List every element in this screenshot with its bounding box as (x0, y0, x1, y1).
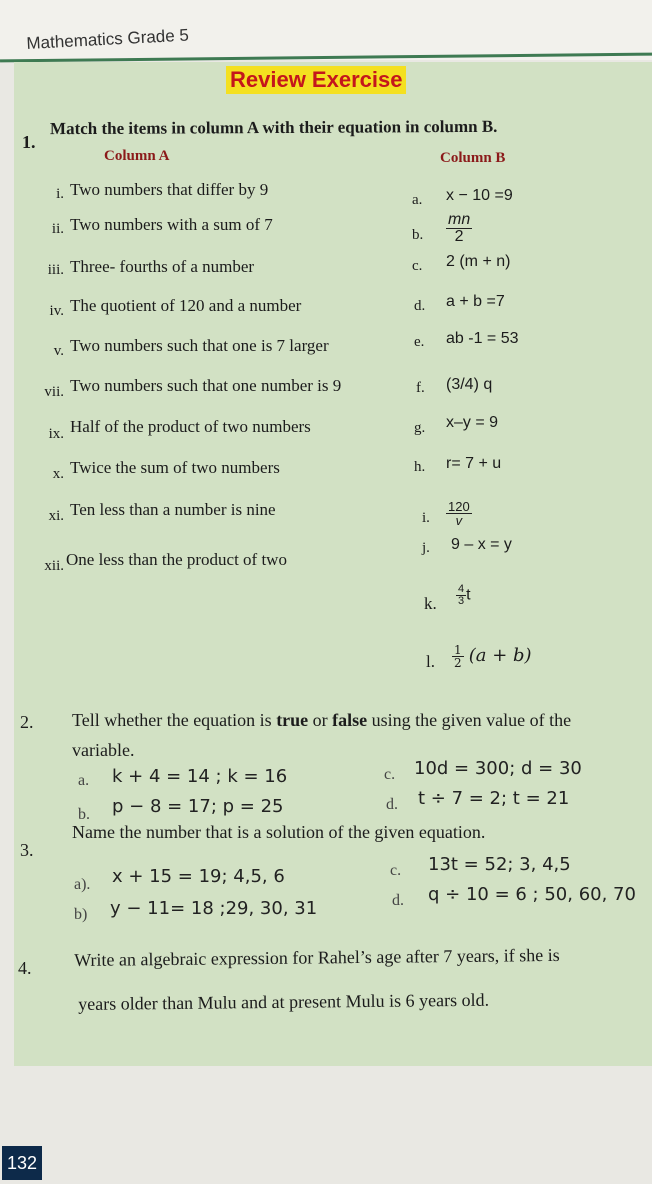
fraction-numerator: 4 (458, 583, 465, 595)
col-a-item: Two numbers with a sum of 7 (70, 215, 273, 234)
page-number: 132 (2, 1146, 42, 1180)
q4-prompt-line1: Write an algebraic expression for Rahel’s age after 7 years, if she is (74, 944, 560, 970)
col-b-letter: d. (414, 298, 426, 314)
col-a-num: x. (52, 466, 64, 482)
col-b-letter: c. (412, 258, 423, 274)
q1-prompt: Match the items in column A with their equation in column B. (49, 116, 498, 139)
q2-prompt-part: Tell whether the equation is (72, 710, 277, 730)
col-b-letter: f. (416, 380, 425, 396)
col-a-item: Ten less than a number is nine (70, 500, 276, 519)
col-b-letter: e. (414, 334, 425, 350)
col-b-letter: b. (412, 227, 424, 243)
col-b-item: ab -1 = 53 (446, 330, 519, 347)
col-b-letter: k. (424, 594, 437, 613)
col-b-letter: l. (426, 652, 435, 671)
col-b-item: 2 (m + n) (446, 253, 511, 270)
q2-prompt-line2: variable. (72, 740, 135, 760)
q2-prompt (72, 704, 571, 736)
q2-item-equation: k + 4 = 14 ; k = 16 (112, 766, 288, 787)
column-a-heading: Column A (104, 148, 170, 164)
q3-item-letter: d. (392, 892, 404, 909)
col-a-num: ix. (48, 426, 64, 442)
col-b-item: (3/4) q (446, 376, 493, 393)
fraction-denominator: v (455, 513, 463, 528)
fraction-denominator: 2 (454, 656, 462, 670)
fraction-numerator: 120 (448, 499, 470, 514)
q3-item-equation: 13t = 52; 3, 4,5 (428, 854, 571, 875)
expression: (a + b) (468, 645, 532, 666)
col-a-item: Two numbers that differ by 9 (70, 180, 269, 199)
col-a-item: Three- fourths of a number (70, 257, 255, 276)
q3-number: 3. (20, 840, 34, 860)
col-a-item: The quotient of 120 and a number (70, 296, 302, 315)
col-b-item: x–y = 9 (446, 414, 499, 431)
col-b-letter: i. (422, 510, 430, 526)
q3-item-equation: x + 15 = 19; 4,5, 6 (112, 866, 285, 887)
col-a-num: xii. (44, 558, 64, 574)
q2-item-equation: 10d = 300; d = 30 (414, 758, 582, 779)
col-a-num: ii. (51, 221, 64, 237)
q2-number: 2. (20, 712, 34, 732)
q3-item-letter: a). (74, 876, 91, 893)
col-b-item: x − 10 =9 (446, 187, 513, 204)
q2-item-letter: c. (384, 766, 396, 783)
q2-item-letter: d. (386, 796, 398, 813)
q2-item-equation: p − 8 = 17; p = 25 (112, 796, 284, 817)
col-b-item: 9 – x = y (451, 536, 512, 553)
col-b-item (452, 644, 532, 669)
col-a-item: Half of the product of two numbers (70, 417, 311, 436)
col-b-item (446, 212, 472, 245)
col-b-item: r= 7 + u (446, 455, 502, 472)
q2-prompt-part: using the given value of the (367, 710, 572, 730)
fraction-denominator: 3 (458, 595, 465, 607)
col-b-item: a + b =7 (446, 293, 505, 310)
variable: t (466, 586, 471, 604)
col-b-letter: h. (414, 459, 426, 475)
q2-item-equation: t ÷ 7 = 2; t = 21 (418, 788, 570, 809)
col-a-num: xi. (48, 508, 64, 524)
col-a-num: i. (56, 186, 64, 202)
col-b-item (456, 584, 471, 607)
column-b-heading: Column B (440, 150, 506, 166)
q3-prompt: Name the number that is a solution of the given equation. (72, 822, 486, 842)
false-keyword: false (332, 710, 368, 730)
q2-item-letter: b. (78, 806, 90, 823)
exercise-title: Review Exercise (226, 66, 406, 94)
col-a-num: iii. (47, 262, 64, 278)
col-a-item: Twice the sum of two numbers (70, 458, 280, 477)
q4-number: 4. (18, 958, 32, 978)
book-title: Mathematics Grade 5 (26, 25, 190, 53)
q3-item-equation: q ÷ 10 = 6 ; 50, 60, 70 (428, 884, 636, 905)
q3-item-letter: c. (390, 862, 402, 879)
col-a-num: v. (53, 343, 64, 359)
q4-prompt-line2: years older than Mulu and at present Mulu is 6 years old. (78, 989, 490, 1014)
fraction-numerator: 1 (454, 643, 462, 657)
col-b-letter: j. (422, 540, 430, 556)
q2-prompt-part: or (308, 710, 333, 730)
col-a-num: vii. (44, 384, 64, 400)
col-b-letter: a. (412, 192, 423, 208)
q2-item-letter: a. (78, 772, 90, 789)
col-a-num: iv. (49, 303, 64, 319)
fraction-denominator: 2 (454, 228, 464, 245)
true-keyword: true (276, 710, 309, 730)
q3-item-letter: b) (74, 906, 88, 923)
q1-number: 1. (22, 132, 36, 152)
col-a-item: Two numbers such that one is 7 larger (70, 336, 329, 355)
col-b-letter: g. (414, 420, 426, 436)
col-a-item: Two numbers such that one number is 9 (70, 376, 342, 395)
col-b-item (446, 500, 472, 527)
col-a-item: One less than the product of two (66, 550, 287, 569)
q3-item-equation: y − 11= 18 ;29, 30, 31 (110, 898, 318, 919)
fraction-numerator: mn (448, 211, 471, 228)
